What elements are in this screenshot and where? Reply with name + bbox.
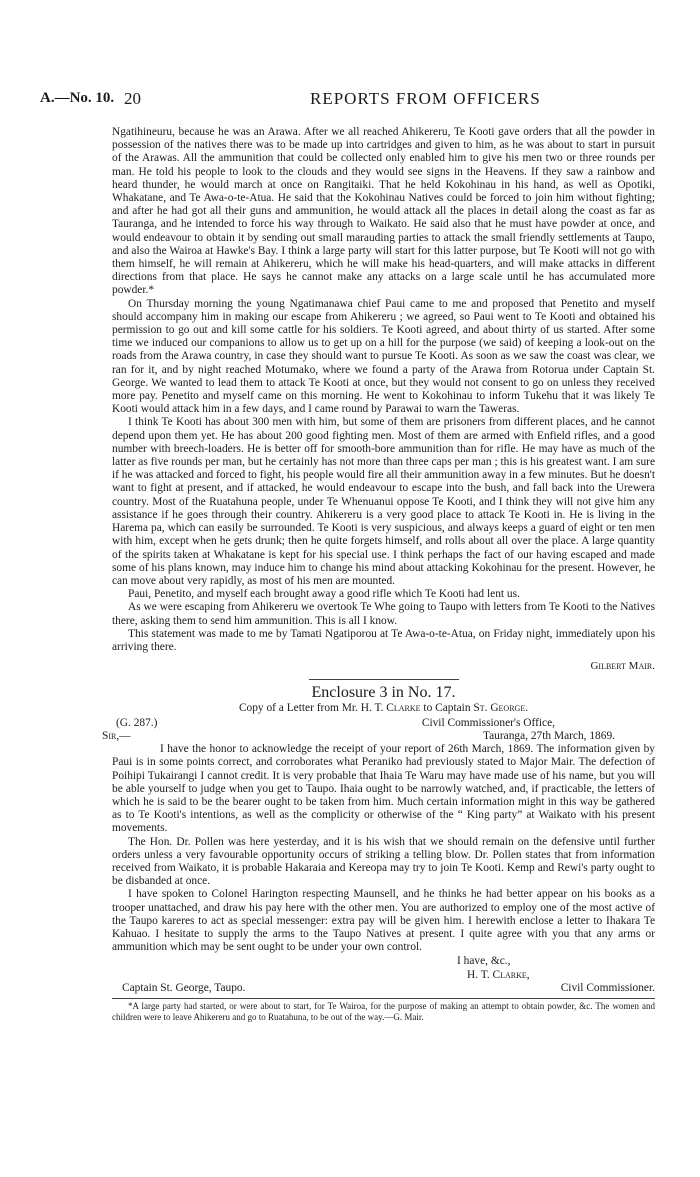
footnote-divider (112, 998, 655, 999)
subtitle-from: H. T. Clarke (360, 701, 421, 714)
letter-paragraph: I have the honor to acknowledge the receipt of your report of 26th March, 1869. The information given by Paui is in some points correct, and corroborates what Peraniko had previously stated to Major Mair. The defection of Poihipi Tukairangi I cannot credit. It is very probable that Ihaia Te Waru may have made use of his name, but you will be able yourself to judge when you get to Taupo. Ihaia ought to be narrowly watched, and, if practicable, the letters of which he is said to be the bearer ought to be taken from him. Much certain information might in this way be gathered as to Te Kooti's intentions, as well as the complicity or otherwise of the “ King party” at Waikato with his present movements. (112, 743, 655, 835)
subtitle-to: St. George. (473, 701, 529, 714)
letter-signer-title: Civil Commissioner. (560, 981, 655, 994)
running-title: REPORTS FROM OFFICERS (310, 89, 541, 108)
page-header (40, 90, 660, 110)
letter-ref: (G. 287.) (116, 716, 158, 729)
statement-paragraph: Ngatihineuru, because he was an Arawa. After we all reached Ahikereru, Te Kooti gave orders that all the powder in possession of the natives there was to be made up into cartridges and given to him, as he was about to start in pursuit of the Arawas. All the ammunition that could be collected only enabled him to give his men two or three rounds per man. He told his people to look to the clouds and they would see signs in the Heavens. If they saw a rainbow and heard thunder, he would march at once on Rangitaiki. That he held Kokohinau in his hand, as well as Opotiki, Whakatane, and Te Awa-o-te-Atua. He said that the Kokohinau Natives could be forced to join him without fighting; and after he had got all their guns and ammunition, he would attack all the places in detail along the coast as far as Tauranga, and he intended to force his way through to Waikato. He said also that he must have powder at once, and would endeavour to obtain it by sending out small marauding parties to attack the small friendly settlements at Taupo, and also the Wairoa at Hawke's Bay. I think a large party will start for this latter purpose, but Te Kooti will not go with them himself, he will remain at Ahikereru, which he will make his head-quarters, and will make attacks in different directions from that place. He says he cannot make any attacks on a large scale until he has accumulated more powder.* (112, 126, 655, 297)
letter-paragraph: I have spoken to Colonel Harington respecting Maunsell, and he thinks he had better appear on his books as a trooper unattached, and draw his pay here with the other men. You are authorized to employ one of the most active of the Taupo kareres to act as special messenger: extra pay will be given him. I herewith enclose a letter to Ihakara Te Kahuao. I hesitate to supply the arms to the Taupo Natives at present. I quite agree with you that any arms or ammunition which may be sent ought to be under your own control. (112, 888, 655, 954)
statement-paragraph: As we were escaping from Ahikereru we overtook Te Whe going to Taupo with letters from Te Kooti to the Natives there, asking them to send him ammunition. This is all I know. (112, 601, 655, 627)
footnote: *A large party had started, or were about to start, for Te Wairoa, for the purpose of making an attempt to obtain powder, &c. The women and children were to leave Ahikereru and go to Ruatahuna, to be out of the way.—G. Mair. (112, 1001, 655, 1022)
statement-paragraph: Paui, Penetito, and myself each brought away a good rifle which Te Kooti had lent us. (128, 588, 520, 601)
letter-closing: I have, &c., (457, 955, 511, 968)
letter-bottom-row (112, 982, 655, 995)
letter-paragraph: The Hon. Dr. Pollen was here yesterday, and it is his wish that we should remain on the defensive until further orders unless a very favourable opportunity occurs of striking a telling blow. Dr. Pollen states that from information received from Waikato, it is probable Hakaraia and Kereopa may try to join Te Kooti. Kemp and Rewi's party ought to be disbanded at once. (112, 835, 655, 888)
letter-office: Civil Commissioner's Office, (421, 716, 555, 729)
letter-recipient: Captain St. George, Taupo. (122, 981, 246, 994)
page-number: 20 (124, 89, 141, 108)
document-body (102, 126, 655, 1023)
statement-section (112, 126, 655, 673)
enclosure-subtitle (112, 702, 655, 715)
letter-salutation-row (102, 729, 655, 743)
parliamentary-paper-ref: A.—No. 10. (40, 90, 115, 106)
enclosure-title: Enclosure 3 in No. 17. (311, 684, 456, 702)
letter-signer: H. T. Clarke, (467, 968, 530, 981)
statement-paragraph: This statement was made to me by Tamati Ngatiporou at Te Awa-o-te-Atua, on Friday night, immediately upon his arriving there. (112, 627, 655, 653)
letter-salutation: Sir,— (102, 729, 131, 742)
letter-closing-block (112, 955, 655, 995)
letter-ref-row (112, 717, 655, 730)
section-divider (309, 679, 459, 680)
subtitle-mid: to Captain (423, 701, 471, 714)
statement-signature: Gilbert Mair. (590, 660, 655, 673)
letter-place-date: Tauranga, 27th March, 1869. (482, 729, 615, 742)
statement-paragraph: On Thursday morning the young Ngatimanawa chief Paui came to me and proposed that Penetito and myself should accompany him in making our escape from Ahikereru ; we agreed, so Paui went to Te Kooti and obtained his permission to go out and kill some cattle for his soldiers. Te Kooti agreed, and about thirty of us started. After some time we induced our companions to allow us to get up on a hill for the purpose (we said) of keeping a look-out on the roads from the Arawa country, in case they should want to pursue Te Kooti. As soon as we saw the coast was clear, we ran for it, and by night reached Motumako, where we found a party of the Arawa from Rotorua under Captain St. George. We wanted to lead them to attack Te Kooti at once, but they would not consent to go on unless they received more pay. Penetito and myself came on this morning. He went to Kokohinau to inform Tukehu that it was likely Te Kooti would attack him in a few days, and I came round by Parawai to warn the Taweras. (112, 297, 655, 416)
enclosure-section (102, 684, 655, 995)
subtitle-prefix: Copy of a Letter from Mr. (238, 701, 358, 714)
statement-paragraph: I think Te Kooti has about 300 men with him, but some of them are prisoners from different places, and he cannot depend upon them yet. He has about 200 good fighting men. Most of them are armed with Enfield rifles, and a good number with breech-loaders. He is better off for smooth-bore ammunition than for rifle. He may have as much of the latter as five rounds per man, but he certainly has not more than three caps per man ; this is his greatest want. I am sure if he was attacked and forced to fight, his people would fire all their ammunition away in a few minutes. But he doesn't want to fight at present, and if attacked, he would endeavour to escape into the bush, and fall back into the Urewera country. Most of the Ruatahuna people, under Te Whenuanui oppose Te Kooti, and I think they will not give him any assistance if he goes through their country. Ahikereru is a very good place to attack Te Kooti in. He is living in the Harema pa, which can easily be surrounded. Te Kooti is very suspicious, and always keeps a guard of eight or ten men with him, except when he gets drunk; then he quite forgets himself, and rolls about all over the place. A large quantity of the spirits taken at Whakatane is kept for his special use. I think perhaps the fact of our having escaped and made some of his plans known, may induce him to change his mind about attacking Kokohinau for the present. However, he can move about very rapidly, as most of his men are mounted. (112, 416, 655, 587)
